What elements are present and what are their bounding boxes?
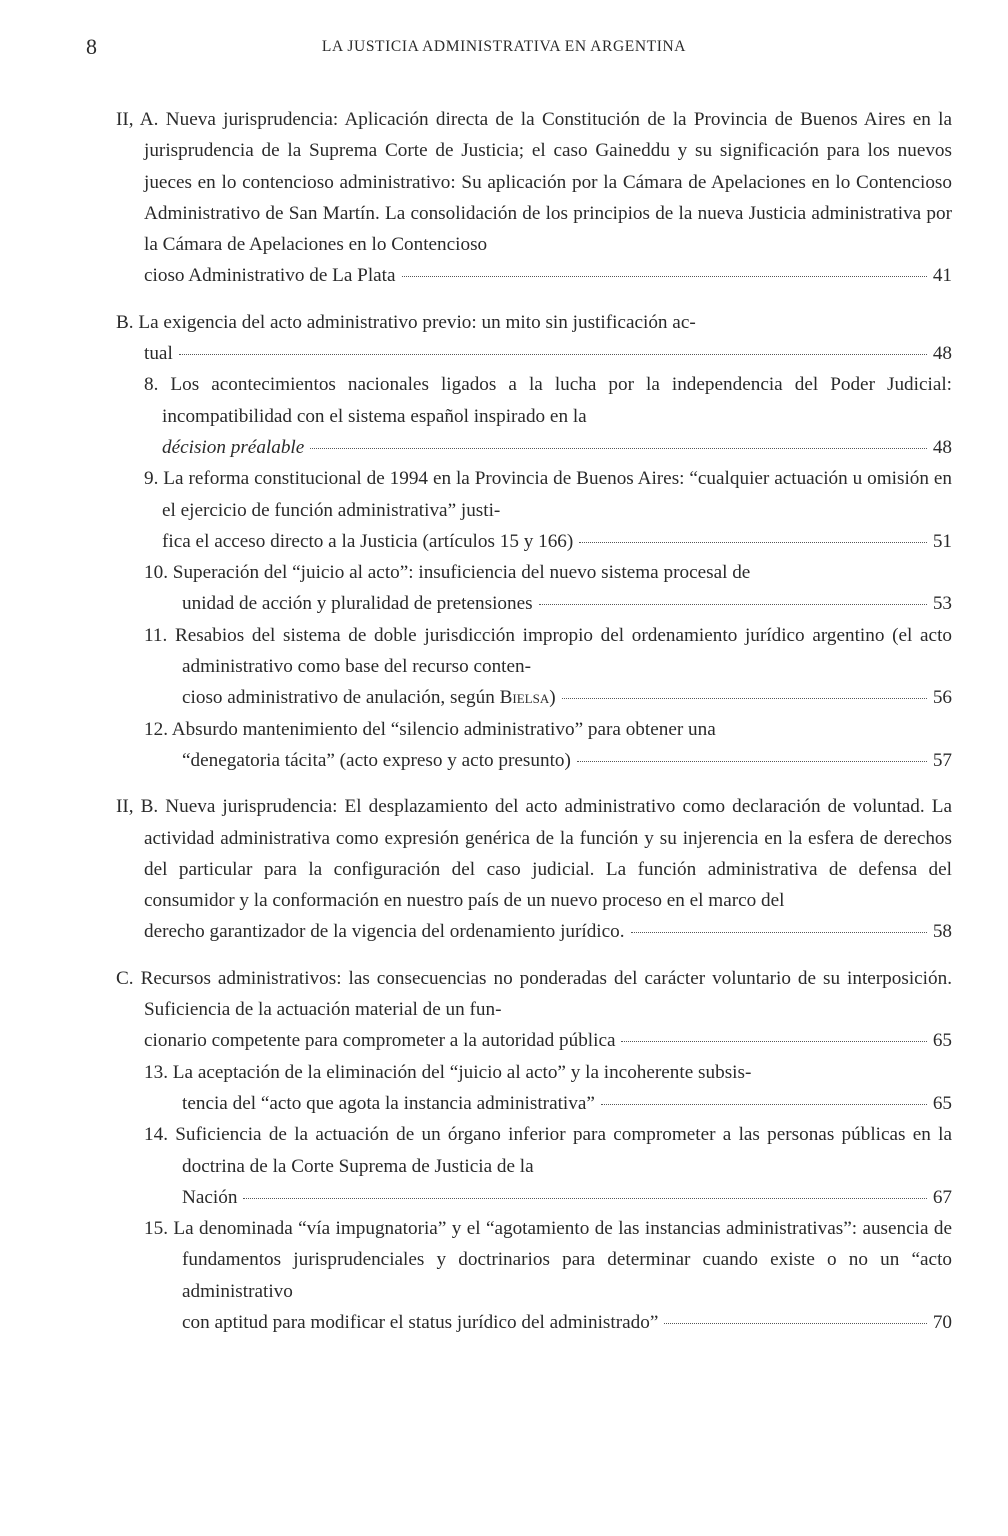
toc-entry-last-text: cionario competente para comprometer a la autoridad pública — [144, 1030, 616, 1052]
dot-leader — [601, 1104, 927, 1105]
dot-leader — [310, 448, 927, 449]
toc-page-number: 65 — [932, 1092, 952, 1114]
dot-leader — [539, 604, 927, 605]
toc-entry-13 — [116, 1057, 952, 1120]
toc-entry-last-text: fica el acceso directo a la Justicia (artículos 15 y 166) — [162, 530, 574, 552]
dot-leader — [664, 1323, 926, 1324]
toc-page-number: 48 — [932, 436, 952, 458]
toc-entry-last-text: cioso Administrativo de La Plata — [144, 265, 396, 287]
toc-entry-last-line — [182, 1182, 952, 1213]
toc-entry-text: 10. Superación del “juicio al acto”: insuficiencia del nuevo sistema procesal de — [144, 562, 751, 584]
toc-entry-9 — [116, 463, 952, 557]
dot-leader — [621, 1041, 926, 1042]
toc-page-number: 48 — [932, 343, 952, 365]
toc-entry-10 — [116, 557, 952, 620]
toc-entry-b — [116, 307, 952, 370]
dot-leader — [402, 276, 927, 277]
toc-entry-last-line — [144, 1025, 952, 1056]
toc-page-number: 53 — [932, 593, 952, 615]
toc-entry-last-text: unidad de acción y pluralidad de pretensiones — [182, 593, 533, 615]
toc-entry-12 — [116, 714, 952, 777]
page-number: 8 — [86, 34, 97, 59]
toc-page-number: 51 — [932, 530, 952, 552]
toc-entry-text: II, A. Nueva jurisprudencia: Aplicación directa de la Constitución de la Provincia de Buenos Aires en la jurisprudencia de la Suprema Corte de Justicia; el caso Gaineddu y su significación para los nuevos jueces en lo contencioso administrativo: Su aplicación por la Cámara de Apelaciones en lo Contencioso Administrativo de San Martín. La consolidación de los principios de la nueva Justicia administrativa por la Cámara de Apelaciones en lo Contencioso — [116, 109, 952, 256]
toc-entry-last-text: décision préalable — [162, 436, 305, 458]
toc-entry-last-line — [144, 338, 952, 369]
toc-entry-last-line — [162, 526, 952, 557]
dot-leader — [562, 698, 927, 699]
toc-entry-last-text — [182, 682, 556, 713]
toc-entry-last-text: Nación — [182, 1186, 238, 1208]
toc-entry-8 — [116, 369, 952, 463]
dot-leader — [579, 542, 927, 543]
toc-entry-last-line — [144, 916, 952, 947]
toc-entry-last-line — [144, 260, 952, 291]
toc-entry-text: 13. La aceptación de la eliminación del “juicio al acto” y la incoherente subsis- — [144, 1061, 752, 1083]
toc-entry-text: 15. La denominada “vía impugnatoria” y el “agotamiento de las instancias administrativas”: ausencia de fundamentos jurisprudenciales y doctrinarios para determinar cuando existe o no un “acto administrativo — [144, 1218, 952, 1302]
toc-entry-text: B. La exigencia del acto administrativo previo: un mito sin justificación ac- — [116, 311, 696, 333]
page-header — [0, 34, 1008, 64]
toc-entry-last-text: derecho garantizador de la vigencia del ordenamiento jurídico. — [144, 921, 625, 943]
toc-entry-last-text: con aptitud para modificar el status jurídico del administrado” — [182, 1311, 659, 1333]
toc-entry-text: 12. Absurdo mantenimiento del “silencio administrativo” para obtener una — [144, 718, 716, 740]
dot-leader — [243, 1198, 926, 1199]
running-title: LA JUSTICIA ADMINISTRATIVA EN ARGENTINA — [321, 38, 687, 55]
toc-entry-text: II, B. Nueva jurisprudencia: El desplazamiento del acto administrativo como declaración de voluntad. La actividad administrativa como expresión genérica de la función y su injerencia en la esfera de derechos del particular para la configuración del caso judicial. La función administrativa de defensa del consumidor y la conformación en nuestro país de un nuevo proceso en el marco del — [116, 796, 952, 912]
toc-page-number: 67 — [932, 1186, 952, 1208]
toc-entry-last-text-post: ) — [549, 687, 556, 709]
toc-entry-text: 11. Resabios del sistema de doble jurisdicción impropio del ordenamiento jurídico argentino (el acto administrativo como base del recurso conten- — [144, 624, 952, 678]
toc-page-number: 41 — [932, 265, 952, 287]
toc-entry-text: C. Recursos administrativos: las consecuencias no ponderadas del carácter voluntario de su interposición. Suficiencia de la actuación material de un fun- — [116, 967, 952, 1021]
toc-entry-text: 14. Suficiencia de la actuación de un órgano inferior para comprometer a las personas públicas en la doctrina de la Corte Suprema de Justicia de la — [144, 1124, 952, 1177]
dot-leader — [577, 761, 927, 762]
author-name-small-caps: Bielsa — [499, 687, 550, 709]
toc-entry-last-text: tencia del “acto que agota la instancia administrativa” — [182, 1092, 595, 1114]
toc-entry-text: 9. La reforma constitucional de 1994 en la Provincia de Buenos Aires: “cualquier actuación u omisión en el ejercicio de función administrativa” justi- — [144, 468, 952, 521]
toc-entry-last-text: tual — [144, 343, 173, 365]
dot-leader — [631, 932, 927, 933]
toc-entry-last-line — [162, 432, 952, 463]
toc-page-number: 70 — [932, 1311, 952, 1333]
toc-entry-2a — [116, 104, 952, 292]
toc-entry-last-line — [182, 588, 952, 619]
toc-entry-last-line — [182, 745, 952, 776]
toc-entry-last-line — [182, 1088, 952, 1119]
toc-entry-15 — [116, 1213, 952, 1338]
toc-page-number: 65 — [932, 1030, 952, 1052]
toc-entry-last-text: “denegatoria tácita” (acto expreso y acto presunto) — [182, 749, 571, 771]
toc-entry-text: 8. Los acontecimientos nacionales ligados a la lucha por la independencia del Poder Judicial: incompatibilidad con el sistema español inspirado en la — [144, 374, 952, 427]
toc-entry-last-text-pre: cioso administrativo de anulación, según — [182, 687, 500, 709]
toc-entry-c — [116, 963, 952, 1057]
table-of-contents — [116, 104, 952, 1338]
toc-entry-2b — [116, 791, 952, 947]
toc-page-number: 58 — [932, 921, 952, 943]
toc-entry-last-line — [182, 1307, 952, 1338]
toc-entry-11 — [116, 620, 952, 714]
dot-leader — [179, 354, 927, 355]
toc-page-number: 56 — [932, 687, 952, 709]
toc-entry-last-line — [182, 682, 952, 713]
toc-entry-14 — [116, 1119, 952, 1213]
toc-page-number: 57 — [932, 749, 952, 771]
